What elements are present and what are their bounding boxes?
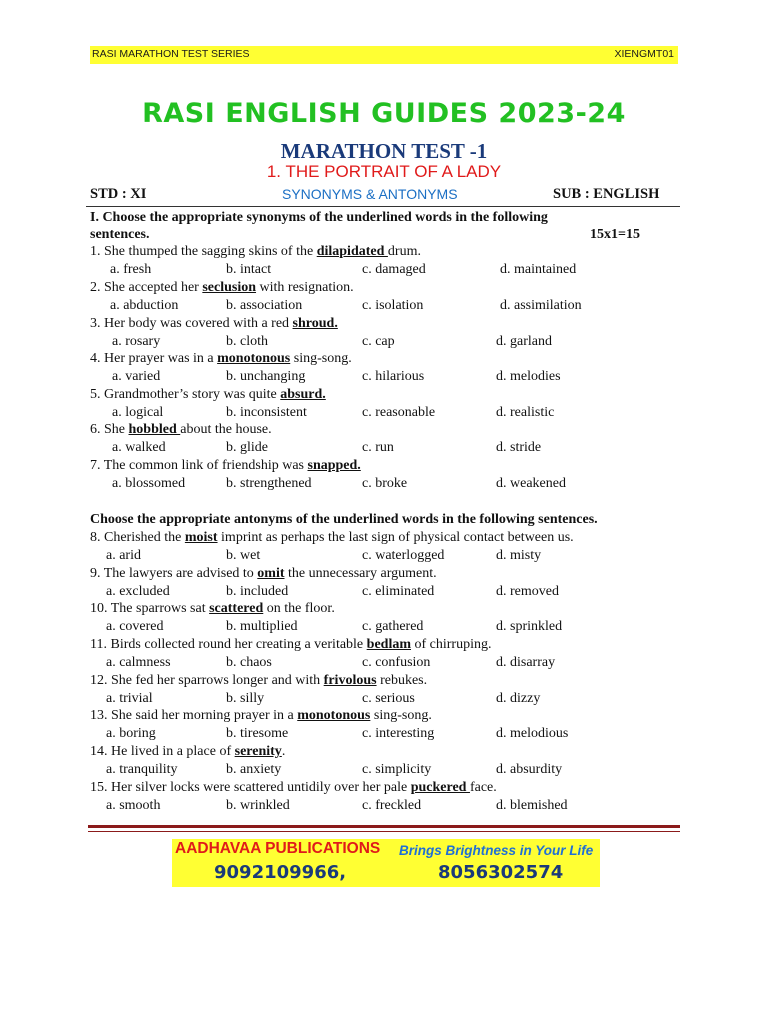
answer-option[interactable]: d. assimilation [500,298,582,313]
question-text [90,316,338,332]
question-text [90,601,335,617]
question-text [90,780,497,796]
answer-option[interactable]: a. walked [112,440,166,455]
question-text [90,351,352,367]
answer-option[interactable]: a. fresh [110,262,152,277]
question-suffix: . [281,744,286,759]
question-prefix: 13. She said her morning prayer in a [90,708,298,723]
question-text [90,744,285,760]
answer-option[interactable]: a. arid [106,548,141,563]
subject-label: SUB : ENGLISH [553,186,660,202]
question-suffix: on the floor. [263,601,335,616]
underlined-word: scattered [209,601,264,616]
answer-option[interactable]: d. absurdity [496,762,563,777]
category-label: SYNONYMS & ANTONYMS [282,186,458,202]
underlined-word: monotonous [217,351,291,366]
question-text [90,387,326,403]
section1-instruction-line2: sentences. [90,227,150,242]
underlined-word: dilapidated [316,244,388,259]
answer-option[interactable]: b. inconsistent [226,405,307,420]
question-text [90,422,272,438]
test-subtitle: MARATHON TEST -1 [280,139,488,163]
section1-marks: 15x1=15 [590,227,640,242]
answer-option[interactable]: d. melodies [496,369,561,384]
question-suffix: drum. [387,244,421,259]
phone-number-2: 8056302574 [438,862,564,883]
question-prefix: 9. The lawyers are advised to [90,566,258,581]
question-suffix: imprint as perhaps the last sign of physical contact between us. [217,530,574,545]
answer-option[interactable]: d. sprinkled [496,619,563,634]
question-prefix: 5. Grandmother’s story was quite [90,387,281,402]
answer-option[interactable]: c. confusion [362,655,431,670]
answer-option[interactable]: d. weakened [496,476,566,491]
answer-option[interactable]: a. boring [106,726,156,741]
question-text [90,673,427,689]
answer-option[interactable]: b. included [226,584,289,599]
answer-option[interactable]: c. gathered [362,619,424,634]
underlined-word: shroud. [292,316,338,331]
question-prefix: 11. Birds collected round her creating a veritable [90,637,367,652]
answer-option[interactable]: c. reasonable [362,405,436,420]
answer-option[interactable]: c. run [362,440,394,455]
answer-option[interactable]: d. disarray [496,655,556,670]
answer-option[interactable]: b. unchanging [226,369,306,384]
answer-option[interactable]: b. association [226,298,303,313]
answer-option[interactable]: b. glide [226,440,268,455]
question-prefix: 14. He lived in a place of [90,744,235,759]
answer-option[interactable]: d. realistic [496,405,555,420]
underlined-word: hobbled [128,422,181,437]
answer-option[interactable]: d. blemished [496,798,568,813]
header-divider [86,206,680,207]
answer-option[interactable]: d. garland [496,334,552,349]
answer-option[interactable]: a. smooth [106,798,161,813]
question-prefix: 4. Her prayer was in a [90,351,218,366]
answer-option[interactable]: c. isolation [362,298,424,313]
question-text [90,280,354,296]
std-label: STD : XI [90,186,147,202]
question-suffix: sing-song. [290,351,352,366]
answer-option[interactable]: c. freckled [362,798,422,813]
question-suffix: with resignation. [256,280,354,295]
underlined-word: omit [257,566,285,581]
answer-option[interactable]: a. trivial [106,691,153,706]
answer-option[interactable]: c. eliminated [362,584,435,599]
underlined-word: moist [184,530,218,545]
answer-option[interactable]: d. misty [496,548,542,563]
question-prefix: 1. She thumped the sagging skins of the [90,244,317,259]
question-prefix: 10. The sparrows sat [90,601,210,616]
answer-option[interactable]: c. simplicity [362,762,432,777]
answer-option[interactable]: b. wrinkled [226,798,290,813]
answer-option[interactable]: c. waterlogged [362,548,445,563]
answer-option[interactable]: b. tiresome [226,726,289,741]
underlined-word: snapped. [307,458,361,473]
answer-option[interactable]: c. broke [362,476,408,491]
question-text [90,530,574,546]
answer-option[interactable]: b. anxiety [226,762,282,777]
question-text [90,244,421,260]
answer-option[interactable]: c. damaged [362,262,426,277]
answer-option[interactable]: d. dizzy [496,691,541,706]
question-text [90,637,491,653]
header-bar [90,46,678,64]
underlined-word: seclusion [202,280,257,295]
underlined-word: bedlam [366,637,411,652]
question-prefix: 6. She [90,422,129,437]
section2-instruction: Choose the appropriate antonyms of the underlined words in the following sentences. [90,512,598,527]
lesson-title: 1. THE PORTRAIT OF A LADY [266,162,502,181]
underlined-word: absurd. [280,387,326,402]
answer-option[interactable]: b. cloth [226,334,268,349]
answer-option[interactable]: a. excluded [106,584,170,599]
phone-number-1: 9092109966, [214,862,347,883]
answer-option[interactable]: b. chaos [226,655,272,670]
question-prefix: 2. She accepted her [90,280,203,295]
answer-option[interactable]: a. calmness [106,655,171,670]
series-code: XIENGMT01 [614,48,674,60]
answer-option[interactable]: d. maintained [500,262,577,277]
question-suffix: the unnecessary argument. [284,566,437,581]
answer-option[interactable]: b. strengthened [226,476,312,491]
underlined-word: frivolous [323,673,377,688]
section1-instruction-line1: I. Choose the appropriate synonyms of the underlined words in the following [90,210,548,225]
answer-option[interactable]: b. multiplied [226,619,298,634]
question-prefix: 3. Her body was covered with a red [90,316,293,331]
underlined-word: monotonous [297,708,371,723]
page-title: RASI ENGLISH GUIDES 2023-24 [142,98,626,129]
question-prefix: 12. She fed her sparrows longer and with [90,673,324,688]
series-name: RASI MARATHON TEST SERIES [92,48,250,60]
answer-option[interactable]: a. covered [106,619,164,634]
publisher-tagline: Brings Brightness in Your Life [399,843,594,858]
question-prefix: 7. The common link of friendship was [90,458,308,473]
question-text [90,458,361,474]
answer-option[interactable]: c. interesting [362,726,435,741]
question-text [90,708,432,724]
answer-option[interactable]: b. intact [226,262,272,277]
answer-option[interactable]: a. blossomed [112,476,186,491]
footer-rule-thick [88,825,680,828]
section1-instruction [90,209,650,243]
answer-option[interactable]: d. stride [496,440,542,455]
answer-option[interactable]: a. abduction [110,298,179,313]
underlined-word: serenity [234,744,282,759]
question-prefix: 15. Her silver locks were scattered untidily over her pale [90,780,411,795]
answer-option[interactable]: a. rosary [112,334,161,349]
answer-option[interactable]: d. removed [496,584,559,599]
answer-option[interactable]: c. cap [362,334,395,349]
question-suffix: face. [469,780,497,795]
footer-rule-thin [88,831,680,832]
answer-option[interactable]: a. varied [112,369,161,384]
answer-option[interactable]: c. hilarious [362,369,425,384]
answer-option[interactable]: a. tranquility [106,762,178,777]
underlined-word: puckered [410,780,470,795]
answer-option[interactable]: d. melodious [496,726,569,741]
question-prefix: 8. Cherished the [90,530,185,545]
publisher-name: AADHAVAA PUBLICATIONS [175,840,381,857]
question-suffix: about the house. [180,422,272,437]
answer-option[interactable]: a. logical [112,405,164,420]
answer-option[interactable]: b. silly [226,691,265,706]
question-text [90,566,437,582]
question-suffix: of chirruping. [411,637,492,652]
answer-option[interactable]: c. serious [362,691,415,706]
answer-option[interactable]: b. wet [226,548,261,563]
question-suffix: sing-song. [370,708,432,723]
question-suffix: rebukes. [376,673,428,688]
